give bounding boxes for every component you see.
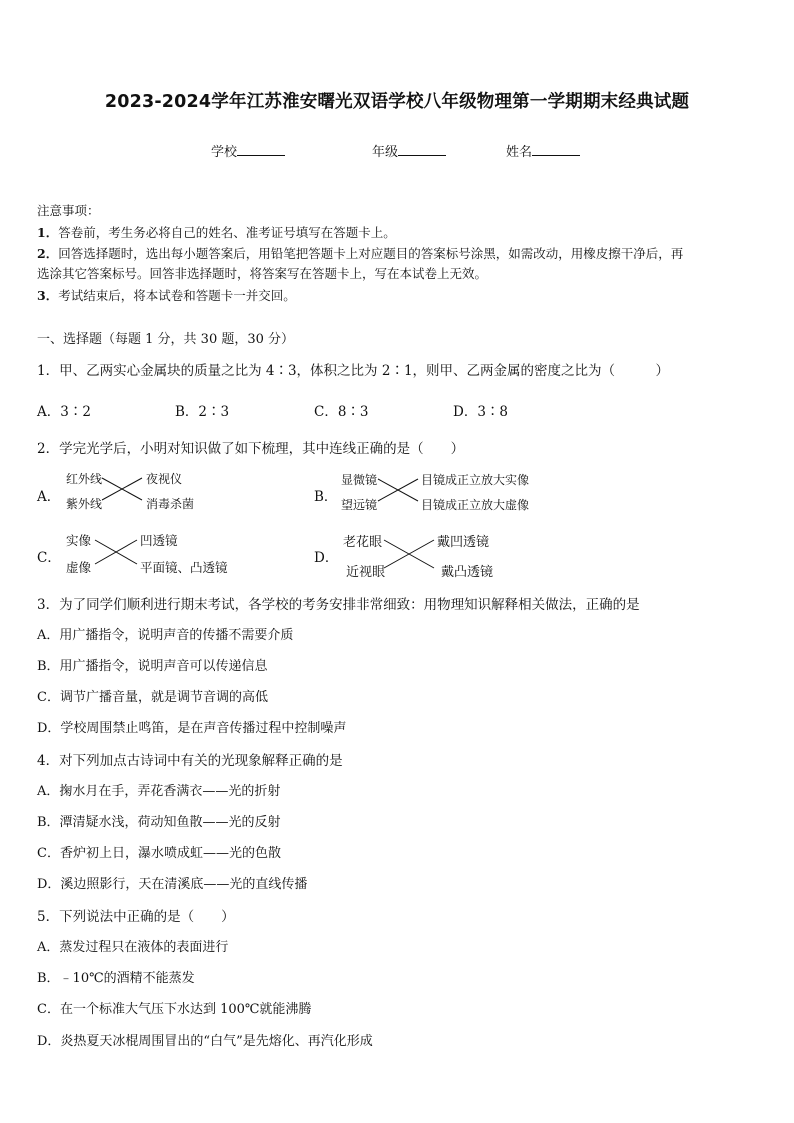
name-label: 姓名	[506, 145, 533, 160]
note-3	[37, 285, 296, 307]
q4-option-d: D．溪边照影行，天在清溪底——光的直线传播	[37, 877, 308, 892]
q4-option-b: B．潭清疑水浅，荷动知鱼散——光的反射	[37, 815, 281, 830]
grade-field	[372, 141, 446, 160]
q4-stem: 4．对下列加点古诗词中有关的光现象解释正确的是	[37, 753, 343, 769]
q3-option-b: B．用广播指令，说明声音可以传递信息	[37, 659, 268, 674]
note-3-number: 3．	[37, 288, 59, 303]
grade-label: 年级	[372, 145, 399, 160]
grade-blank	[398, 143, 446, 156]
q2-a-connector-lines	[102, 476, 144, 502]
name-field	[506, 141, 580, 160]
q5-stem: 5．下列说法中正确的是（ ）	[37, 909, 235, 925]
exam-title: 2023-2024学年江苏淮安曙光双语学校八年级物理第一学期期末经典试题	[104, 92, 690, 112]
school-field	[211, 141, 285, 160]
q1-stem: 1．甲、乙两实心金属块的质量之比为 4∶3，体积之比为 2∶1，则甲、乙两金属的密度之比为（ ）	[37, 363, 670, 379]
q2-a-right-1: 夜视仪	[146, 472, 183, 486]
q2-b-connector-lines	[378, 477, 420, 503]
q2-a-right-2: 消毒杀菌	[146, 497, 195, 511]
q2-b-left-1: 显微镜	[341, 473, 378, 487]
q5-option-b: B．﹣10℃的酒精不能蒸发	[37, 971, 195, 986]
q2-c-left-1: 实像	[66, 533, 92, 548]
q2-c-connector-lines	[95, 538, 139, 566]
note-2-text-1: 回答选择题时，选出每小题答案后，用铅笔把答题卡上对应题目的答案标号涂黑，如需改动，用橡皮擦干净后，再	[58, 246, 684, 261]
q2-d-left-2: 近视眼	[346, 565, 386, 580]
q1-option-b: B．2∶3	[175, 404, 230, 420]
note-1	[37, 222, 396, 244]
q2-d-right-1: 戴凹透镜	[437, 535, 490, 550]
school-label: 学校	[211, 145, 238, 160]
note-1-text: 答卷前，考生务必将自己的姓名、准考证号填写在答题卡上。	[58, 225, 396, 240]
q4-option-c: C．香炉初上日，瀑水喷成虹——光的色散	[37, 846, 281, 861]
q2-c-left-2: 虚像	[66, 560, 92, 575]
q2-c-right-2: 平面镜、凸透镜	[140, 560, 228, 575]
q5-option-d: D．炎热夏天冰棍周围冒出的“白气”是先熔化、再汽化形成	[37, 1034, 373, 1049]
q2-option-c-letter: C．	[37, 550, 61, 566]
note-2-number: 2．	[37, 246, 59, 261]
q3-option-d: D．学校周围禁止鸣笛，是在声音传播过程中控制噪声	[37, 721, 347, 736]
note-1-number: 1．	[37, 225, 59, 240]
q2-a-left-2: 紫外线	[66, 497, 103, 511]
school-blank	[237, 143, 285, 156]
note-2-line-1	[37, 243, 683, 265]
q2-stem: 2．学完光学后，小明对知识做了如下梳理，其中连线正确的是（ ）	[37, 441, 465, 457]
q1-option-c: C．8∶3	[314, 404, 369, 420]
q3-option-c: C．调节广播音量，就是调节音调的高低	[37, 690, 268, 705]
note-3-text: 考试结束后，将本试卷和答题卡一并交回。	[58, 288, 296, 303]
q2-option-a-letter: A．	[37, 489, 61, 505]
q2-d-right-2: 戴凸透镜	[441, 565, 494, 580]
q3-option-a: A．用广播指令，说明声音的传播不需要介质	[37, 628, 294, 643]
q2-b-left-2: 望远镜	[341, 498, 378, 512]
section-heading: 一、选择题（每题 1 分，共 30 题，30 分）	[37, 332, 295, 347]
q2-b-right-1: 目镜成正立放大实像	[421, 473, 530, 487]
notes-heading: 注意事项：	[37, 203, 100, 218]
q2-option-b-letter: B．	[314, 489, 338, 505]
q2-d-left-1: 老花眼	[343, 535, 383, 550]
q4-option-a: A．掬水月在手，弄花香满衣——光的折射	[37, 784, 281, 799]
q5-option-c: C．在一个标准大气压下水达到 100℃就能沸腾	[37, 1002, 312, 1017]
q2-c-right-1: 凹透镜	[140, 533, 178, 548]
q3-stem: 3．为了同学们顺利进行期末考试，各学校的考务安排非常细致：用物理知识解释相关做法，正确的是	[37, 597, 640, 613]
q1-option-a: A．3∶2	[37, 404, 91, 420]
q2-b-right-2: 目镜成正立放大虚像	[421, 498, 530, 512]
q2-d-connector-lines	[384, 538, 436, 570]
q5-option-a: A．蒸发过程只在液体的表面进行	[37, 940, 229, 955]
q2-a-left-1: 红外线	[66, 472, 103, 486]
q1-option-d: D．3∶8	[453, 404, 509, 420]
note-2-line-2: 选涂其它答案标号。回答非选择题时，将答案写在答题卡上，写在本试卷上无效。	[37, 266, 488, 281]
q2-option-d-letter: D．	[314, 550, 339, 566]
name-blank	[532, 143, 580, 156]
